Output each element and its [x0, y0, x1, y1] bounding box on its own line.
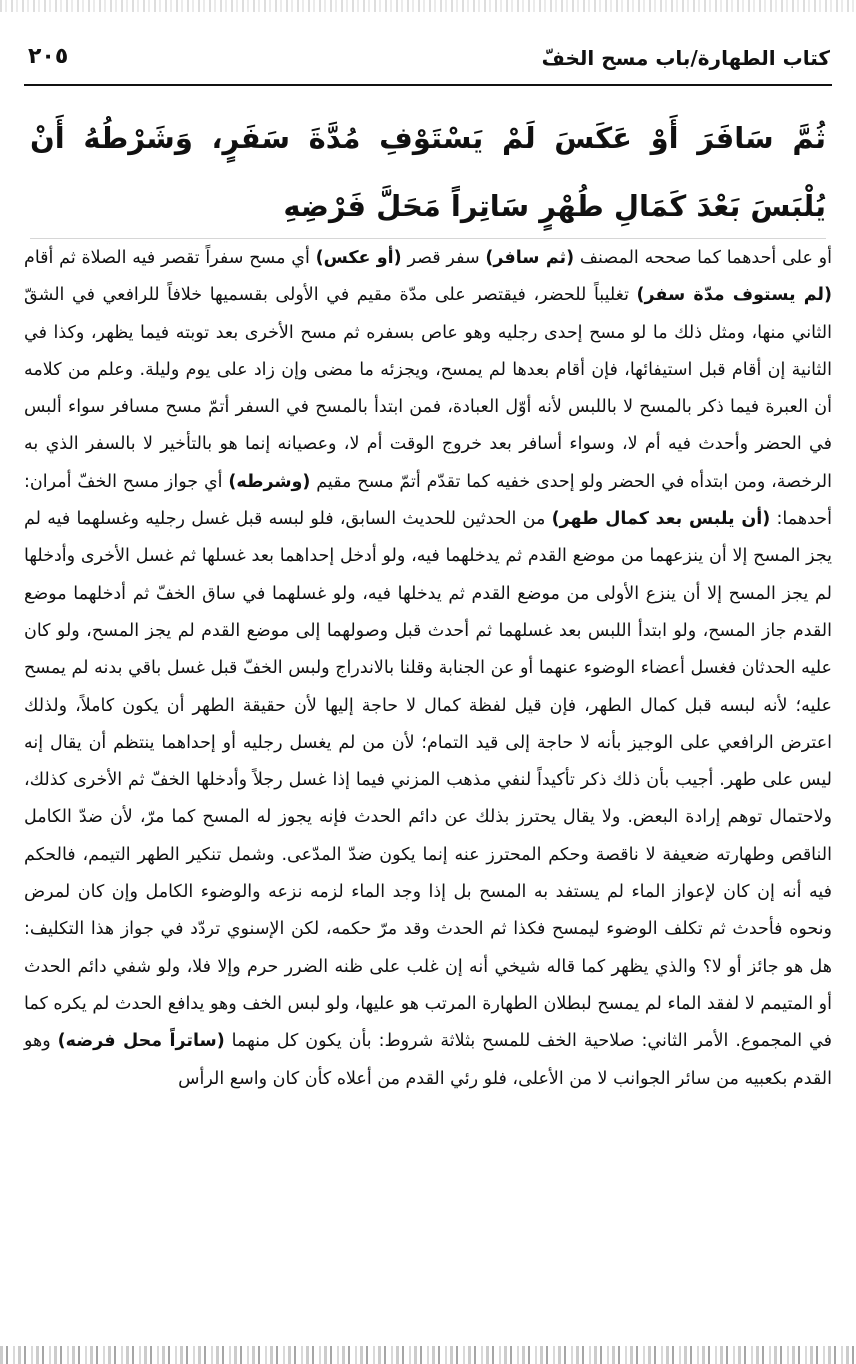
matn-text: ثُمَّ سَافَرَ أَوْ عَكَسَ لَمْ يَسْتَوْفِ مُدَّةَ سَفَرٍ، وَشَرْطُهُ أَنْ يُلْبَسَ بَعْدَ كَمَالِ طُهْرٍ سَاتِراً مَحَلَّ فَرْضِهِ: [30, 121, 826, 223]
page-number: ٢٠٥: [28, 44, 69, 69]
header-rule: [24, 84, 832, 86]
running-title: كتاب الطهارة/باب مسح الخفّ: [541, 46, 830, 70]
section-separator: [30, 238, 826, 239]
commentary-text: أو على أحدهما كما صححه المصنف: [574, 248, 832, 268]
commentary-text: أي جواز مسح الخفّ أمران: أحدهما:: [24, 471, 832, 530]
quoted-matn: (ثم سافر): [485, 248, 575, 268]
commentary-body: [24, 240, 832, 1098]
scan-edge-top: [0, 0, 856, 12]
commentary-text: من الحدثين للحديث السابق، فلو لبسه قبل غسل رجليه وغسلهما فيه لم يجز المسح إلا أن ينزعهما من موضع القدم ثم يدخلهما فيه، ولو أدخل إحداهما بعد غسلها ثم غسل الأخرى وأدخلها لم يجز المسح إلا أن ينزع الأولى من موضع القدم ثم يدخلها فيه، ولو غسلهما في ساق الخفّ ثم أدخلهما موضع القدم جاز المسح، ولو ابتدأ اللبس بعد غسلهما ثم أحدث قبل وصولهما إلى موضع القدم لم يجز المسح، ولو كان عليه الحدثان فغسل أعضاء الوضوء عنهما أو عن الجنابة وقلنا بالاندراج ولبس الخفّ قبل غسل باقي بدنه لم يمسح عليه؛ لأنه لبسه قبل كمال الطهر، فإن قيل لفظة كمال لا حاجة إليها لأن حقيقة الطهر أن يكون كاملاً، ولذلك اعترض الرافعي على الوجيز بأنه لا حاجة إلى قيد التمام؛ لأن من لم يغسل رجليه أو إحداهما ينتظم أن يقال إنه ليس على طهر. أجيب بأن ذلك ذكر تأكيداً لنفي مذهب المزني فيما إذا غسل رجلاً وأدخلها الخفّ ثم الأخرى كذلك، ولاحتمال توهم إرادة البعض. ولا يقال يحترز بذلك عن دائم الحدث فإنه يجوز له المسح كما مرّ، لأن ضدّ الكامل الناقص وطهارته ضعيفة لا ناقصة وحكم المحترز عنه إنما يكون ضدّ المدّعى. وشمل تنكير الطهر التيمم، فالحكم فيه أنه إن كان لإعواز الماء لم يستفد به المسح بل إذا وجد الماء لزمه نزعه والوضوء الكامل وإن كان لمرض ونحوه فأحدث ثم تكلف الوضوء ليمسح فكذا ثم الحدث وقد مرّ حكمه، لكن الإسنوي تردّد في جواز هذا التكليف: هل هو جائز أو لا؟ والذي يظهر كما قاله شيخي أنه إن غلب على ظنه الضرر حرم وإلا فلا، ولو شفي دائم الحدث أو المتيمم لا لفقد الماء لم يمسح لبطلان الطهارة المرتب هو عليها، ولو لبس الخف وهو يدافع الحدث لم يكره كما في المجموع. الأمر الثاني: صلاحية الخف للمسح بثلاثة شروط: بأن يكون كل منهما: [24, 509, 832, 1052]
page-header: [24, 36, 832, 84]
quoted-matn: (ساتراً محل فرضه): [57, 1031, 225, 1052]
quoted-matn: (أن يلبس بعد كمال طهر): [551, 509, 771, 530]
quoted-matn: (أو عكس): [315, 248, 402, 268]
commentary-text: أي مسح سفراً تقصر فيه الصلاة ثم أقام: [24, 248, 316, 268]
commentary-text: تغليباً للحضر، فيقتصر على مدّة مقيم في الأولى بقسميها خلافاً للرافعي في الشقّ الثاني منها، ومثل ذلك ما لو مسح إحدى رجليه وهو عاص بسفره ثم مسح الأخرى بعد توبته فيما يظهر، وكذا في الثانية إن أقام قبل استيفائها، فإن أقام بعدها لم يمسح، ويجزئه ما مضى وإن زاد على يوم وليلة. وعلم من كلامه أن العبرة فيما ذكر بالمسح لا باللبس لأنه أوّل العبادة، فمن ابتدأ بالمسح في السفر أتمّ مسح مسافر سواء ألبس في الحضر وأحدث فيه أم لا، وسواء أسافر بعد خروج الوقت أم لا، وعصيانه إنما هو بالتأخير لا بالسفر الذي به الرخصة، ومن ابتدأه في الحضر ولو إحدى خفيه كما تقدّم أتمّ مسح مقيم: [24, 285, 833, 492]
commentary-text: سفر قصر: [401, 248, 486, 268]
quoted-matn: (وشرطه): [228, 471, 311, 492]
quoted-matn: (لم يستوف مدّة سفر): [636, 285, 832, 306]
commentary-text: وهو القدم بكعبيه من سائر الجوانب لا من الأعلى، فلو رئي القدم من أعلاه كأن كان واسع الرأس: [24, 1031, 832, 1089]
scan-edge-bottom: [0, 1346, 856, 1364]
